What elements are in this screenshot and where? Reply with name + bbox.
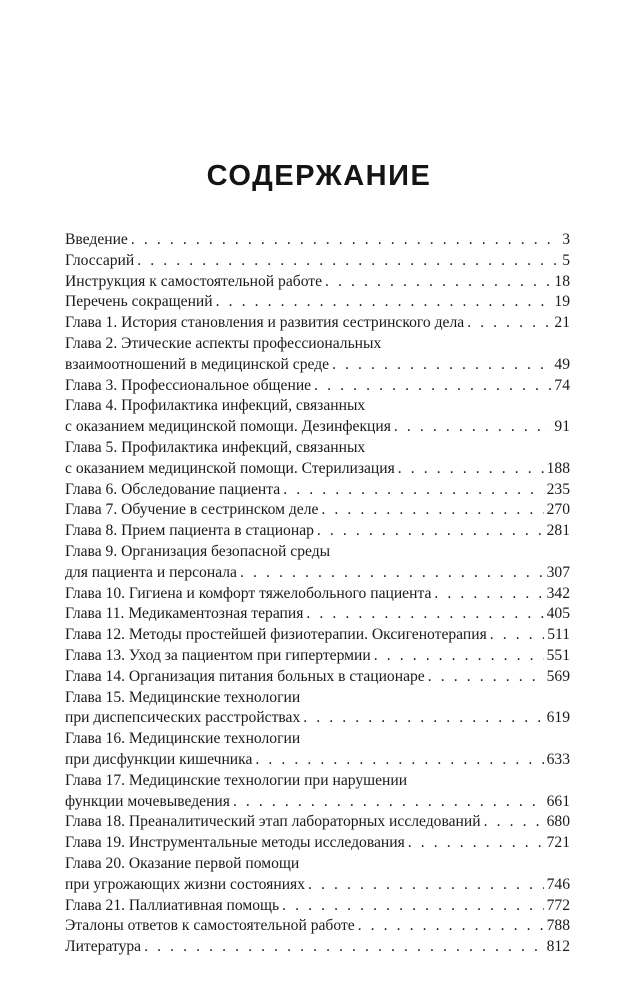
dot-leader xyxy=(325,272,551,293)
toc-entry xyxy=(65,272,570,293)
toc-entry-title: Глава 13. Уход за пациентом при гипертермии xyxy=(65,646,371,664)
dot-leader xyxy=(282,896,543,917)
toc-entry-title: Литература xyxy=(65,938,142,956)
dot-leader xyxy=(144,937,544,958)
dot-leader xyxy=(394,417,552,438)
dot-leader xyxy=(490,625,544,646)
toc-page-number: 551 xyxy=(546,646,570,664)
dot-leader xyxy=(332,355,551,376)
toc-page-number: 405 xyxy=(546,605,570,623)
toc-page-number: 235 xyxy=(546,480,570,498)
dot-leader xyxy=(398,459,544,480)
toc-page-number: 281 xyxy=(546,522,570,540)
toc-entry-title: Инструкция к самостоятельной работе xyxy=(65,272,323,290)
toc-entry-title: при диспепсических расстройствах xyxy=(65,709,301,727)
toc-entry-title: при дисфункции кишечника xyxy=(65,750,253,768)
toc-entry xyxy=(65,542,570,584)
toc-page-number: 18 xyxy=(554,272,570,290)
toc-page-number: 49 xyxy=(554,355,570,373)
toc-entry-title: Перечень сокращений xyxy=(65,293,213,311)
toc-entry-title: Глоссарий xyxy=(65,251,135,269)
toc-page-number: 788 xyxy=(546,917,570,935)
toc-page-number: 746 xyxy=(546,875,570,893)
toc-entry-title: Глава 1. История становления и развития сестринского дела xyxy=(65,314,465,332)
page-title: СОДЕРЖАНИЕ xyxy=(206,160,432,192)
toc-entry xyxy=(65,604,570,625)
toc-entry xyxy=(65,667,570,688)
toc-entry xyxy=(65,937,570,958)
toc-page-number: 342 xyxy=(546,584,570,602)
toc-entry xyxy=(65,396,570,438)
toc-entry-title: взаимоотношений в медицинской среде xyxy=(65,355,330,373)
dot-leader xyxy=(137,251,559,272)
toc-entry xyxy=(65,292,570,313)
toc-entry-title: функции мочевыведения xyxy=(65,792,230,810)
toc-page-number: 633 xyxy=(546,750,570,768)
toc-entry xyxy=(65,854,570,896)
toc-entry-title-first-line: Глава 16. Медицинские технологии xyxy=(65,730,301,748)
dot-leader xyxy=(428,667,544,688)
toc-page-number: 569 xyxy=(546,667,570,685)
toc-entry-title: Глава 8. Прием пациента в стационар xyxy=(65,522,314,540)
dot-leader xyxy=(308,875,544,896)
toc-entry xyxy=(65,438,570,480)
dot-leader xyxy=(303,708,543,729)
toc-entry-title: Глава 21. Паллиативная помощь xyxy=(65,896,280,914)
toc-page-number: 91 xyxy=(554,418,570,436)
toc-entry-title: Глава 19. Инструментальные методы исследования xyxy=(65,834,405,852)
dot-leader xyxy=(240,563,544,584)
toc-entry-title: Глава 7. Обучение в сестринском деле xyxy=(65,501,319,519)
toc-entry xyxy=(65,646,570,667)
toc-page-number: 270 xyxy=(546,501,570,519)
toc-page-number: 307 xyxy=(546,563,570,581)
toc-entry-title: с оказанием медицинской помощи. Стерилизация xyxy=(65,459,395,477)
dot-leader xyxy=(317,521,544,542)
toc-page-number: 5 xyxy=(562,251,570,269)
toc-entry xyxy=(65,771,570,813)
toc-entry-title: Глава 6. Обследование пациента xyxy=(65,480,281,498)
toc-page-number: 511 xyxy=(547,626,570,644)
toc-page-number: 21 xyxy=(554,314,570,332)
toc-entry xyxy=(65,729,570,771)
dot-leader xyxy=(408,833,544,854)
toc-entry xyxy=(65,334,570,376)
toc-entry-title: с оказанием медицинской помощи. Дезинфекция xyxy=(65,418,391,436)
dot-leader xyxy=(374,646,544,667)
toc-entry-title: Введение xyxy=(65,231,128,248)
dot-leader xyxy=(467,313,551,334)
dot-leader xyxy=(131,230,559,251)
toc-page-number: 74 xyxy=(554,376,570,394)
toc-entry-title-first-line: Глава 9. Организация безопасной среды xyxy=(65,542,331,560)
toc-entry-title: Глава 3. Профессиональное общение xyxy=(65,376,312,394)
toc-entry xyxy=(65,833,570,854)
dot-leader xyxy=(255,750,543,771)
toc-entry-title-first-line: Глава 2. Этические аспекты профессиональных xyxy=(65,334,382,352)
dot-leader xyxy=(216,292,552,313)
toc-entry xyxy=(65,230,570,251)
toc-entry xyxy=(65,480,570,501)
toc-page-number: 812 xyxy=(546,938,570,956)
dot-leader xyxy=(283,480,543,501)
toc-entry xyxy=(65,521,570,542)
dot-leader xyxy=(314,376,551,397)
toc-entry xyxy=(65,688,570,730)
toc-page-number: 188 xyxy=(546,459,570,477)
toc-entry xyxy=(65,376,570,397)
toc-entry-title: Глава 14. Организация питания больных в стационаре xyxy=(65,667,425,685)
toc-page-number: 3 xyxy=(562,231,570,248)
toc-entry-title: Глава 10. Гигиена и комфорт тяжелобольного пациента xyxy=(65,584,432,602)
dot-leader xyxy=(233,792,544,813)
dot-leader xyxy=(306,604,543,625)
toc-entry-title-first-line: Глава 4. Профилактика инфекций, связанных xyxy=(65,397,366,415)
toc-entry xyxy=(65,896,570,917)
dot-leader xyxy=(321,500,543,521)
toc-page-number: 721 xyxy=(546,834,570,852)
toc-entry-title: Глава 12. Методы простейшей физиотерапии. Оксигенотерапия xyxy=(65,626,487,644)
toc-entry xyxy=(65,313,570,334)
toc-entry xyxy=(65,500,570,521)
toc-entry xyxy=(65,916,570,937)
table-of-contents xyxy=(65,230,570,958)
toc-entry-title: при угрожающих жизни состояниях xyxy=(65,875,306,893)
toc-page-number: 619 xyxy=(546,709,570,727)
toc-entry xyxy=(65,584,570,605)
toc-page-number: 772 xyxy=(546,896,570,914)
toc-page-number: 680 xyxy=(546,813,570,831)
toc-entry-title-first-line: Глава 15. Медицинские технологии xyxy=(65,688,301,706)
toc-entry-title-first-line: Глава 20. Оказание первой помощи xyxy=(65,854,300,872)
toc-entry-title: Эталоны ответов к самостоятельной работе xyxy=(65,917,355,935)
toc-page-number: 661 xyxy=(546,792,570,810)
toc-entry xyxy=(65,251,570,272)
toc-entry-title: Глава 11. Медикаментозная терапия xyxy=(65,605,304,623)
toc-entry-title-first-line: Глава 17. Медицинские технологии при нарушении xyxy=(65,771,408,789)
toc-page-number: 19 xyxy=(554,293,570,311)
toc-entry xyxy=(65,812,570,833)
dot-leader xyxy=(434,584,543,605)
dot-leader xyxy=(358,916,544,937)
toc-entry-title: Глава 18. Преаналитический этап лабораторных исследований xyxy=(65,813,481,831)
toc-entry-title-first-line: Глава 5. Профилактика инфекций, связанных xyxy=(65,438,366,456)
dot-leader xyxy=(484,812,544,833)
toc-entry-title: для пациента и персонала xyxy=(65,563,237,581)
toc-entry xyxy=(65,625,570,646)
